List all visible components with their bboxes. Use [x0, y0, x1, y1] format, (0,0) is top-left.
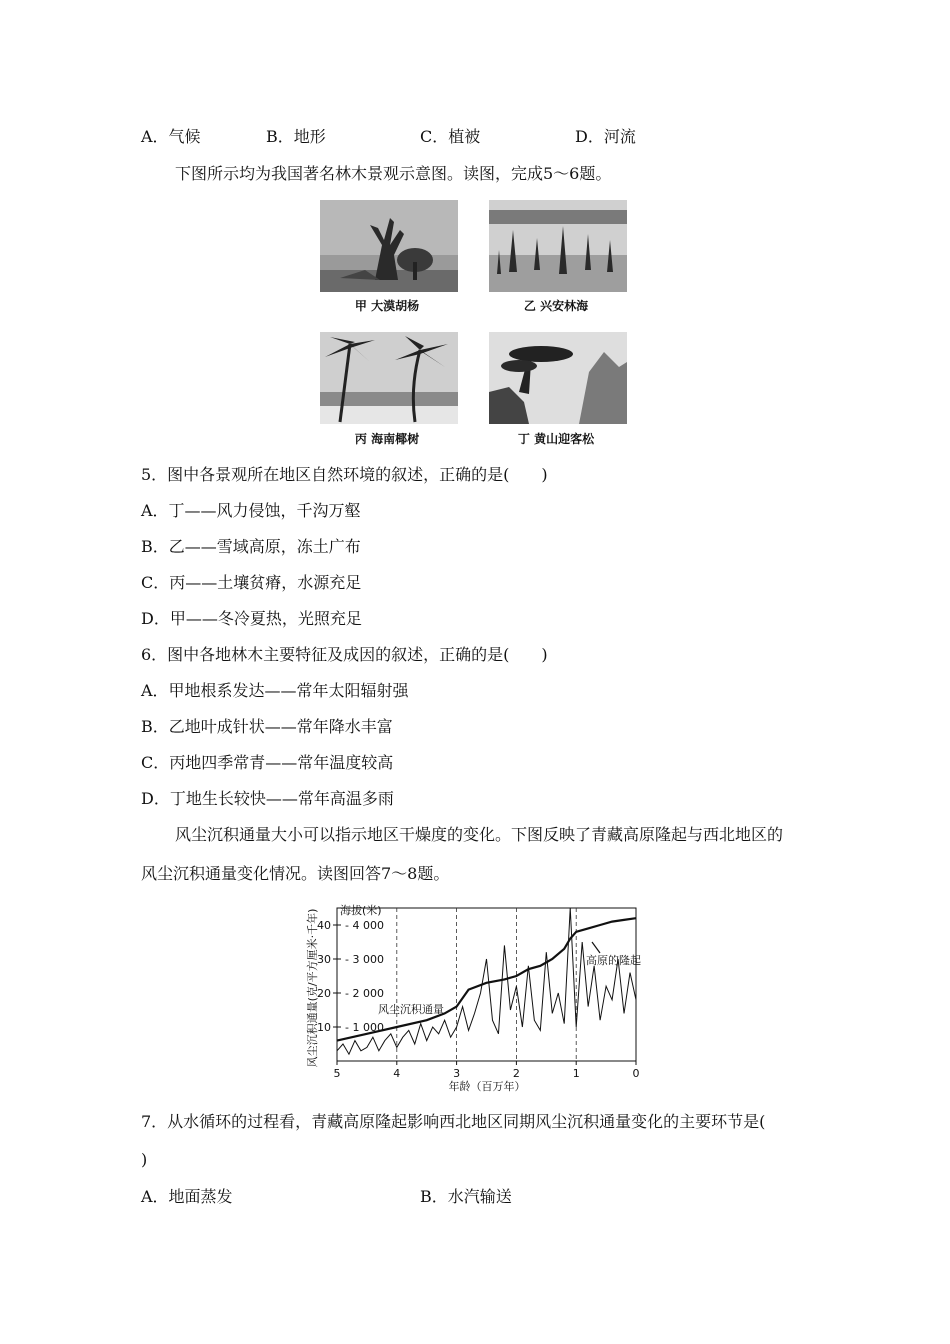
q5-option-a: A．丁——风力侵蚀，千沟万壑	[141, 501, 361, 520]
x-tick-label-2: 3	[453, 1067, 461, 1080]
chart-axes	[317, 908, 640, 1080]
x-tick-label-5: 0	[632, 1067, 640, 1080]
intro-7-8-line2: 风尘沉积通量变化情况。读图回答7～8题。	[141, 864, 450, 883]
chart-xlabel: 年龄（百万年）	[448, 1080, 526, 1093]
elev-tick-label-3: - 4 000	[345, 919, 384, 932]
q5-option-d: D．甲——冬冷夏热，光照充足	[141, 609, 362, 628]
q4-option-b: B．地形	[266, 127, 326, 146]
y-tick-label-2: 30	[317, 953, 331, 966]
intro-5-6: 下图所示均为我国著名林木景观示意图。读图，完成5～6题。	[175, 164, 612, 183]
y-tick-label-0: 10	[317, 1021, 331, 1034]
elev-tick-label-0: - 1 000	[345, 1021, 384, 1034]
q5-stem: 5．图中各景观所在地区自然环境的叙述，正确的是( )	[141, 465, 548, 484]
photo-caption-ding: 丁 黄山迎客松	[517, 432, 595, 446]
x-tick-label-3: 2	[512, 1067, 520, 1080]
q5-option-c: C．丙——土壤贫瘠，水源充足	[141, 573, 362, 592]
x-tick-label-1: 4	[393, 1067, 401, 1080]
q7-option-b: B．水汽输送	[420, 1187, 512, 1206]
q6-option-d: D．丁地生长较快——常年高温多雨	[141, 789, 394, 808]
q4-option-c: C．植被	[420, 127, 481, 146]
intro-7-8-line1: 风尘沉积通量大小可以指示地区干燥度的变化。下图反映了青藏高原隆起与西北地区的	[175, 825, 784, 844]
x-tick-label-4: 1	[572, 1067, 580, 1080]
chart-ylabel-right: 海拔(米)	[340, 904, 382, 917]
annotation-arrow	[592, 942, 600, 953]
welcome-pine-photo	[489, 332, 627, 424]
annotation-flux: 风尘沉积通量	[378, 1003, 444, 1016]
q5-option-b: B．乙——雪域高原，冻土广布	[141, 537, 361, 556]
chart-ylabel: 风尘沉积通量(克/平方厘米·千年)	[306, 908, 319, 1068]
q7-stem-line2: )	[141, 1150, 148, 1169]
q6-option-c: C．丙地四季常青——常年温度较高	[141, 753, 394, 772]
x-tick-label-0: 5	[333, 1067, 341, 1080]
dust-flux-chart	[300, 896, 650, 1096]
annotation-uplift: 高原的隆起	[586, 954, 641, 967]
q7-option-a: A．地面蒸发	[141, 1187, 233, 1206]
desert-poplar-photo	[320, 200, 458, 292]
elev-tick-label-1: - 2 000	[345, 987, 384, 1000]
q6-option-b: B．乙地叶成针状——常年降水丰富	[141, 717, 393, 736]
q4-option-d: D．河流	[575, 127, 636, 146]
y-tick-label-1: 20	[317, 987, 331, 1000]
photo-caption-jia: 甲 大漠胡杨	[354, 299, 420, 313]
q6-stem: 6．图中各地林木主要特征及成因的叙述，正确的是( )	[141, 645, 548, 664]
q7-stem-line1: 7．从水循环的过程看，青藏高原隆起影响西北地区同期风尘沉积通量变化的主要环节是(	[141, 1112, 766, 1131]
photo-caption-bing: 丙 海南椰树	[354, 432, 420, 446]
y-tick-label-3: 40	[317, 919, 331, 932]
coconut-palm-photo	[320, 332, 458, 424]
elev-tick-label-2: - 3 000	[345, 953, 384, 966]
photo-caption-yi: 乙 兴安林海	[523, 299, 589, 313]
forest-sea-photo	[489, 200, 627, 292]
q4-option-a: A．气候	[141, 127, 201, 146]
q6-option-a: A．甲地根系发达——常年太阳辐射强	[141, 681, 409, 700]
